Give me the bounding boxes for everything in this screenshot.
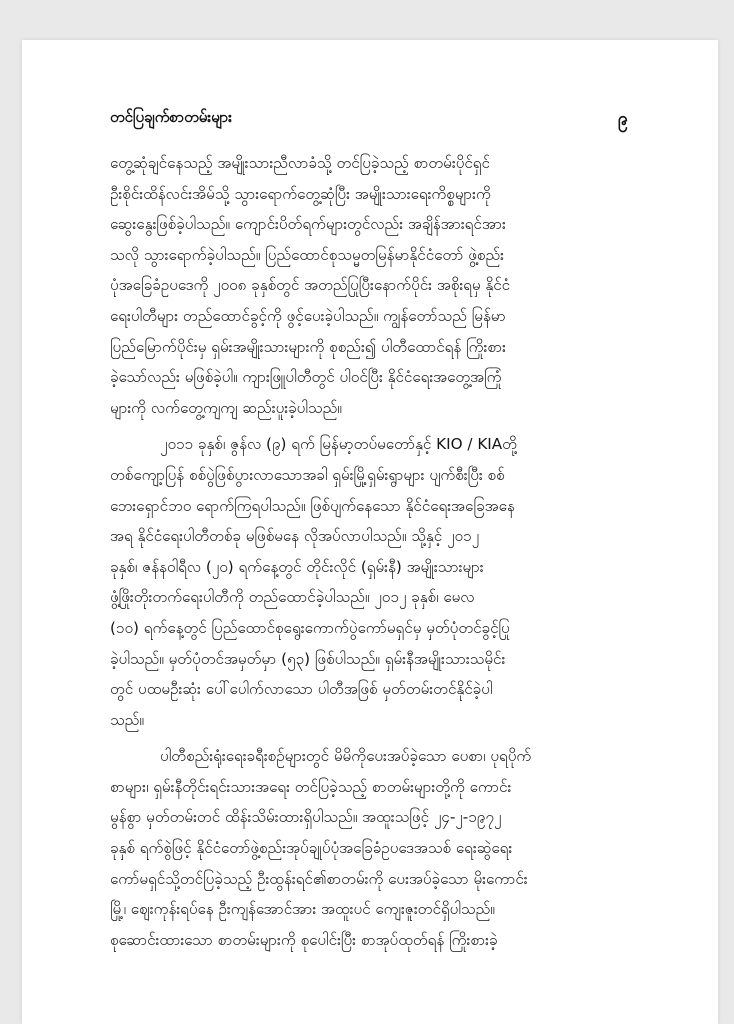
paragraph-2	[110, 429, 628, 735]
page-header	[110, 108, 628, 138]
text-line: ကော်မရှင်သို့တင်ပြခဲ့သည့် ဦးထွန်းရင်၏စာတမ်းကို ပေးအပ်ခဲ့သော မိုးကောင်း	[110, 869, 528, 888]
text-line: ရေးပါတီများ တည်ထောင်ခွင့်ကို ဖွင့်ပေးခဲ့ပါသည်။ ကျွန်တော်သည် မြန်မာ	[110, 306, 506, 325]
text-line: (၁၀) ရက်နေ့တွင် ပြည်ထောင်စုရွေးကောက်ပွဲကော်မရှင်မှ မှတ်ပုံတင်ခွင့်ပြု	[110, 618, 510, 637]
text-line: များကို လက်တွေ့ကျကျ ဆည်းပူးခဲ့ပါသည်။	[110, 398, 342, 417]
body-text	[110, 148, 628, 955]
text-line: ခဲ့သော်လည်း မဖြစ်ခဲ့ပါ။ ကျားဖြူပါတီတွင် ပါဝင်ပြီး နိုင်ငံရေးအတွေ့အကြုံ	[110, 368, 502, 387]
text-line: ပါတီစည်းရုံးရေးခရီးစဉ်များတွင် မိမိကိုပေးအပ်ခဲ့သော ပေစာ၊ ပုရပိုက်	[160, 747, 532, 766]
text-line: တစ်ကျော့ပြန် စစ်ပွဲဖြစ်ပွားလာသောအခါ ရှမ်းမြို့ရှမ်းရွာများ ပျက်စီးပြီး စစ်	[110, 465, 505, 484]
page-number: ၉	[617, 108, 628, 129]
text-line: စုဆောင်းထားသော စာတမ်းများကို စုပေါင်းပြီး စာအုပ်ထုတ်ရန် ကြိုးစားခဲ့	[110, 930, 498, 949]
text-line: ဆွေးနွေးဖြစ်ခဲ့ပါသည်။ ကျောင်းပိတ်ရက်များတွင်လည်း အချိန်အားရင်အား	[110, 215, 506, 234]
text-line: သည်။	[110, 710, 144, 729]
text-line: ခုနှစ်၊ ဇန်နဝါရီလ (၂၀) ရက်နေ့တွင် တိုင်းလိုင် (ရှမ်းနီ) အမျိုးသားများ	[110, 557, 484, 576]
text-line: တွေ့ဆုံချင်နေသည့် အမျိုးသားညီလာခံသို့ တင်ပြခဲ့သည့် စာတမ်းပိုင်ရှင်	[110, 154, 490, 172]
text-line: ခုနှစ် ရက်စွဲဖြင့် နိုင်ငံတော်ဖွဲ့စည်းအုပ်ချုပ်ပုံအခြေခံဥပဒေအသစ် ရေးဆွဲရေး	[110, 839, 513, 858]
running-title: တင်ပြချက်စာတမ်းများ	[110, 108, 232, 126]
text-line: ဘေးရှောင်ဘဝ ရောက်ကြရပါသည်။ ဖြစ်ပျက်နေသော နိုင်ငံရေးအခြေအနေ	[110, 496, 515, 515]
text-line: တွင် ပထမဦးဆုံး ပေါ်ပေါက်လာသော ပါတီအဖြစ် မှတ်တမ်းတင်နိုင်ခဲ့ပါ	[110, 680, 493, 699]
text-line: ခဲ့ပါသည်။ မှတ်ပုံတင်အမှတ်မှာ (၅၃) ဖြစ်ပါသည်။ ရှမ်းနီအမျိုးသားသမိုင်း	[110, 649, 506, 668]
text-line: စာများ၊ ရှမ်းနီတိုင်းရင်းသားအရေး တင်ပြခဲ့သည့် စာတမ်းများတို့ကို ကောင်း	[110, 777, 512, 796]
text-line: ၂၀၁၁ ခုနှစ်၊ ဇွန်လ (၉) ရက် မြန်မာ့တပ်မတော်နှင့် KIO / KIAတို့	[160, 435, 517, 454]
text-line: အရ နိုင်ငံရေးပါတီတစ်ခု မဖြစ်မနေ လိုအပ်လာပါသည်။ သို့နှင့် ၂၀၁၂	[110, 527, 480, 546]
text-line: မြို့၊ ဈေးကုန်းရပ်နေ ဦးကျန်အောင်အား အထူးပင် ကျေးဇူးတင်ရှိပါသည်။	[110, 900, 495, 919]
text-line: သလို သွားရောက်ခဲ့ပါသည်။ ပြည်ထောင်စုသမ္မတမြန်မာနိုင်ငံတော် ဖွဲ့စည်း	[110, 245, 504, 264]
text-line: ပြည်မြောက်ပိုင်းမှ ရှမ်းအမျိုးသားများကို စုစည်း၍ ပါတီထောင်ရန် ကြိုးစား	[110, 337, 506, 356]
paragraph-1	[110, 148, 628, 423]
text-line: ဖွံ့ဖြိုးတိုးတက်ရေးပါတီကို တည်ထောင်ခဲ့ပါသည်။ ၂၀၁၂ ခုနှစ်၊ မေလ	[110, 588, 475, 607]
text-line: မွန်စွာ မှတ်တမ်းတင် ထိန်းသိမ်းထားရှိပါသည်။ အထူးသဖြင့် ၂၄-၂-၁၉၇၂	[110, 808, 502, 827]
text-line: ပုံအခြေခံဥပဒေကို ၂၀၀၈ ခုနှစ်တွင် အတည်ပြုပြီးနောက်ပိုင်း အစိုးရမှ နိုင်ငံ	[110, 276, 511, 295]
paragraph-3	[110, 741, 628, 955]
text-line: ဦးစိုင်းထိန်လင်းအိမ်သို့ သွားရောက်တွေ့ဆုံပြီး အမျိုးသားရေးကိစ္စများကို	[110, 184, 491, 203]
